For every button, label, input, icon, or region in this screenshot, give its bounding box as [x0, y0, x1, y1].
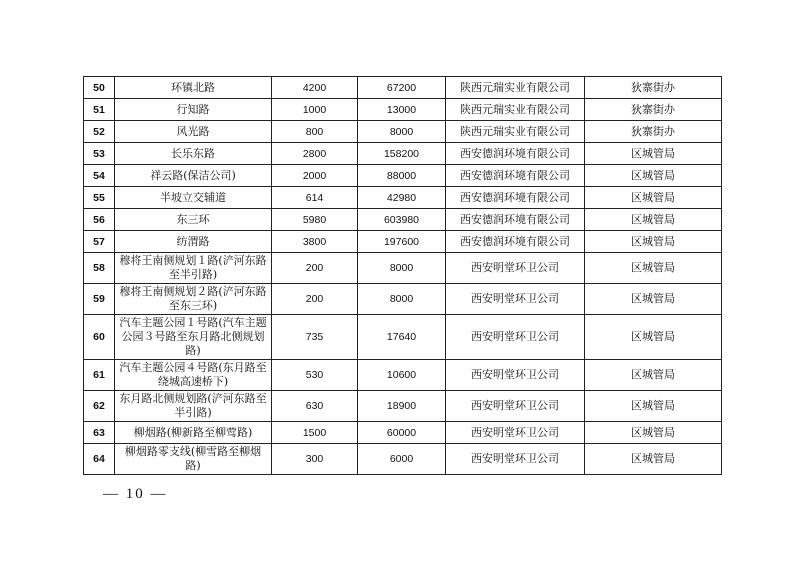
cell-length: 300 — [272, 444, 358, 475]
cell-length: 630 — [272, 391, 358, 422]
cell-road-name: 穆将王南侧规划２路(浐河东路至东三环) — [115, 284, 272, 315]
cell-authority: 区城管局 — [585, 444, 722, 475]
cell-company: 陕西元瑞实业有限公司 — [446, 121, 585, 143]
cell-area: 88000 — [358, 165, 446, 187]
cell-area: 17640 — [358, 315, 446, 360]
cell-length: 200 — [272, 253, 358, 284]
cell-index: 57 — [84, 231, 115, 253]
cell-index: 59 — [84, 284, 115, 315]
cell-index: 60 — [84, 315, 115, 360]
cell-length: 1500 — [272, 422, 358, 444]
table-body — [84, 77, 722, 475]
cell-company: 西安德润环境有限公司 — [446, 143, 585, 165]
cell-company: 西安德润环境有限公司 — [446, 231, 585, 253]
cell-authority: 区城管局 — [585, 360, 722, 391]
cell-index: 58 — [84, 253, 115, 284]
cell-company: 西安德润环境有限公司 — [446, 209, 585, 231]
cell-company: 西安明堂环卫公司 — [446, 284, 585, 315]
cell-company: 西安德润环境有限公司 — [446, 187, 585, 209]
cell-length: 200 — [272, 284, 358, 315]
cell-area: 67200 — [358, 77, 446, 99]
cell-area: 8000 — [358, 121, 446, 143]
cell-road-name: 纺渭路 — [115, 231, 272, 253]
cell-length: 2800 — [272, 143, 358, 165]
table-row — [84, 77, 722, 99]
cell-area: 603980 — [358, 209, 446, 231]
cell-company: 西安明堂环卫公司 — [446, 315, 585, 360]
cell-company: 西安明堂环卫公司 — [446, 422, 585, 444]
cell-authority: 区城管局 — [585, 143, 722, 165]
cell-authority: 区城管局 — [585, 165, 722, 187]
cell-authority: 区城管局 — [585, 391, 722, 422]
cell-area: 42980 — [358, 187, 446, 209]
cell-length: 530 — [272, 360, 358, 391]
cell-length: 4200 — [272, 77, 358, 99]
cell-road-name: 汽车主题公园４号路(东月路至绕城高速桥下) — [115, 360, 272, 391]
cell-road-name: 东月路北侧规划路(浐河东路至半引路) — [115, 391, 272, 422]
cell-company: 西安明堂环卫公司 — [446, 444, 585, 475]
table-row — [84, 284, 722, 315]
cell-length: 3800 — [272, 231, 358, 253]
table-row — [84, 187, 722, 209]
cell-index: 55 — [84, 187, 115, 209]
table-row — [84, 143, 722, 165]
cell-area: 13000 — [358, 99, 446, 121]
cell-authority: 区城管局 — [585, 187, 722, 209]
cell-index: 52 — [84, 121, 115, 143]
cell-road-name: 长乐东路 — [115, 143, 272, 165]
cell-length: 614 — [272, 187, 358, 209]
cell-index: 61 — [84, 360, 115, 391]
cell-road-name: 穆将王南侧规划１路(浐河东路至半引路) — [115, 253, 272, 284]
cell-company: 西安明堂环卫公司 — [446, 391, 585, 422]
cell-index: 54 — [84, 165, 115, 187]
cell-authority: 狄寨街办 — [585, 121, 722, 143]
table-row — [84, 315, 722, 360]
cell-company: 陕西元瑞实业有限公司 — [446, 77, 585, 99]
cell-road-name: 柳烟路(柳新路至柳莺路) — [115, 422, 272, 444]
cell-authority: 区城管局 — [585, 209, 722, 231]
cell-road-name: 柳烟路零支线(柳雪路至柳烟路) — [115, 444, 272, 475]
table-row — [84, 444, 722, 475]
cell-length: 2000 — [272, 165, 358, 187]
cell-index: 51 — [84, 99, 115, 121]
cell-index: 56 — [84, 209, 115, 231]
cell-authority: 区城管局 — [585, 231, 722, 253]
cell-authority: 狄寨街办 — [585, 77, 722, 99]
cell-company: 陕西元瑞实业有限公司 — [446, 99, 585, 121]
cell-authority: 区城管局 — [585, 315, 722, 360]
cell-authority: 区城管局 — [585, 284, 722, 315]
cell-index: 50 — [84, 77, 115, 99]
cell-road-name: 行知路 — [115, 99, 272, 121]
cell-area: 8000 — [358, 253, 446, 284]
table-row — [84, 360, 722, 391]
table-row — [84, 391, 722, 422]
cell-area: 10600 — [358, 360, 446, 391]
table-row — [84, 99, 722, 121]
table-row — [84, 422, 722, 444]
cell-area: 18900 — [358, 391, 446, 422]
cell-area: 60000 — [358, 422, 446, 444]
cell-road-name: 半坡立交辅道 — [115, 187, 272, 209]
cell-index: 53 — [84, 143, 115, 165]
table-row — [84, 231, 722, 253]
cell-area: 197600 — [358, 231, 446, 253]
cell-index: 64 — [84, 444, 115, 475]
cell-authority: 狄寨街办 — [585, 99, 722, 121]
table-row — [84, 209, 722, 231]
cell-company: 西安明堂环卫公司 — [446, 360, 585, 391]
road-cleaning-table — [83, 76, 722, 475]
cell-road-name: 风光路 — [115, 121, 272, 143]
cell-authority: 区城管局 — [585, 253, 722, 284]
cell-index: 62 — [84, 391, 115, 422]
cell-area: 158200 — [358, 143, 446, 165]
cell-area: 8000 — [358, 284, 446, 315]
cell-length: 735 — [272, 315, 358, 360]
cell-company: 西安德润环境有限公司 — [446, 165, 585, 187]
table-row — [84, 121, 722, 143]
cell-road-name: 汽车主题公园１号路(汽车主题公园３号路至东月路北侧规划路) — [115, 315, 272, 360]
cell-road-name: 东三环 — [115, 209, 272, 231]
cell-road-name: 祥云路(保洁公司) — [115, 165, 272, 187]
table-row — [84, 253, 722, 284]
table-row — [84, 165, 722, 187]
cell-company: 西安明堂环卫公司 — [446, 253, 585, 284]
cell-length: 5980 — [272, 209, 358, 231]
cell-area: 6000 — [358, 444, 446, 475]
cell-length: 1000 — [272, 99, 358, 121]
cell-road-name: 环镇北路 — [115, 77, 272, 99]
cell-authority: 区城管局 — [585, 422, 722, 444]
page-number: — 10 — — [103, 486, 168, 502]
cell-index: 63 — [84, 422, 115, 444]
cell-length: 800 — [272, 121, 358, 143]
